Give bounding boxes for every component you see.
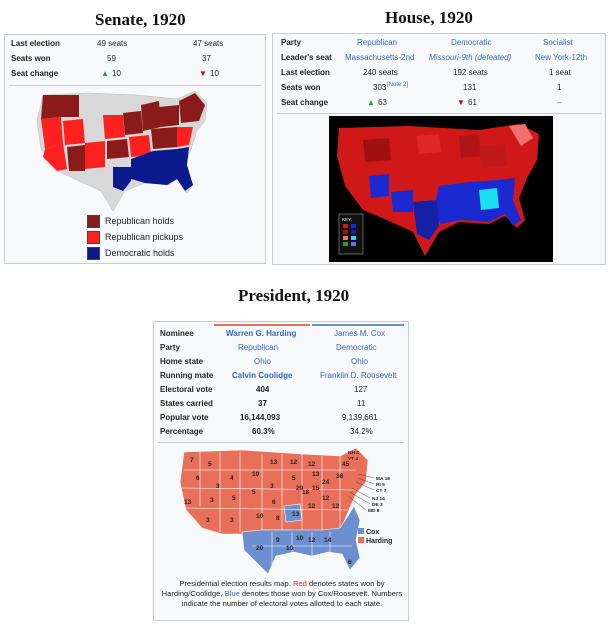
value: 11 — [357, 399, 366, 408]
house-row-leaders-seat — [273, 51, 605, 65]
legend-label: Democratic holds — [105, 248, 175, 258]
rep-value: 59 — [107, 54, 116, 63]
dem-header-bar — [312, 324, 404, 326]
legend-label: Republican pickups — [105, 232, 184, 242]
party-link[interactable]: Democratic — [451, 38, 492, 47]
down-triangle-icon: ▼ — [199, 69, 207, 78]
value: 9,139,661 — [342, 413, 378, 422]
state-ev: 10 — [256, 513, 264, 520]
state-ev: 13 — [312, 471, 320, 478]
state-ev: 3 — [216, 483, 220, 490]
seat-link[interactable]: New York-12th — [535, 53, 588, 62]
rep-value: 49 seats — [97, 39, 128, 48]
map-legend-harding: Harding — [366, 538, 393, 545]
senate-legend-dem-holds — [87, 245, 175, 261]
state-ev: 12 — [322, 495, 330, 502]
candidate-link[interactable]: Warren G. Harding — [226, 329, 297, 338]
house-title: House, 1920 — [385, 8, 473, 27]
president-infobox — [153, 321, 409, 621]
row-label: Seats won — [11, 54, 51, 63]
value: 37 — [258, 399, 267, 408]
row-label: Last election — [281, 68, 330, 77]
party-link[interactable]: Democratic — [336, 343, 377, 352]
value: 1 — [557, 83, 562, 92]
house-row-party — [273, 36, 605, 50]
state-ev: 5 — [232, 495, 236, 502]
divider — [277, 113, 601, 114]
state-ev: 12 — [308, 461, 316, 468]
caption-red-link[interactable]: Red — [292, 579, 307, 588]
state-ev: 14 — [324, 537, 332, 544]
pres-row-home-state — [154, 355, 408, 369]
caption-text: Harding/Coolidge, — [161, 589, 223, 598]
state-ev: 6 — [272, 499, 276, 506]
state-ev: 29 — [296, 485, 304, 492]
candidate-link[interactable]: Franklin D. Roosevelt — [320, 371, 397, 380]
divider — [158, 442, 404, 443]
state-ev: 8 — [276, 515, 280, 522]
state-ev: 12 — [308, 503, 316, 510]
value: 34.2% — [350, 427, 373, 436]
state-ev: 12 — [332, 503, 340, 510]
state-ev: 3 — [230, 517, 234, 524]
value: 404 — [256, 385, 270, 394]
state-ev: 13 — [184, 499, 192, 506]
swatch-icon — [87, 231, 100, 244]
party-link[interactable]: Republican — [357, 38, 398, 47]
state-ev: 4 — [230, 475, 234, 482]
swatch-icon — [87, 247, 100, 260]
pres-row-nominee — [154, 327, 408, 341]
ev-label: MD 8 — [368, 509, 380, 514]
senate-title: Senate, 1920 — [95, 10, 186, 29]
row-label: Seats won — [281, 83, 321, 92]
ev-label: CT 7 — [376, 489, 387, 494]
candidate-link[interactable]: Calvin Coolidge — [232, 371, 293, 380]
row-label: Popular vote — [160, 413, 209, 422]
senate-row-seats-won — [5, 52, 265, 66]
caption-text: denotes those won by Cox/Roosevelt. Numbers — [241, 589, 403, 598]
state-ev: 38 — [336, 473, 344, 480]
pres-row-states-carried — [154, 397, 408, 411]
value: 16,144,093 — [240, 413, 281, 422]
divider — [9, 85, 261, 86]
value: 127 — [354, 385, 368, 394]
map-caption — [160, 579, 404, 609]
row-label: Seat change — [281, 98, 329, 107]
row-label: Running mate — [160, 371, 214, 380]
row-label: Electoral vote — [160, 385, 213, 394]
house-row-last-election — [273, 66, 605, 80]
candidate-link[interactable]: James M. Cox — [334, 329, 386, 338]
state-ev: 24 — [322, 479, 330, 486]
state-ev: 5 — [292, 475, 296, 482]
row-label: Home state — [160, 357, 204, 366]
ev-label: RI 5 — [376, 483, 385, 488]
senate-row-seat-change — [5, 67, 265, 81]
state-ev: 12 — [308, 537, 316, 544]
ev-label: MA 18 — [376, 477, 390, 482]
caption-blue-link[interactable]: Blue — [224, 589, 240, 598]
state-ev: 5 — [208, 461, 212, 468]
state-ev: 10 — [296, 535, 304, 542]
value: – — [557, 98, 562, 107]
house-infobox — [272, 33, 606, 265]
state-ev: 3 — [206, 517, 210, 524]
legend-label: Republican holds — [105, 216, 175, 226]
senate-row-last-election — [5, 37, 265, 51]
president-electoral-map — [172, 446, 402, 576]
state-ev: 13 — [270, 459, 278, 466]
caption-text: Presidential election results map. — [179, 579, 291, 588]
map-key-label: KEY: — [342, 217, 353, 222]
house-district-map — [329, 116, 553, 262]
seat-link[interactable]: Missouri-9th (defeated) — [429, 53, 512, 62]
state-ev: 10 — [286, 545, 294, 552]
row-label: Seat change — [11, 69, 59, 78]
footnote-link[interactable]: [Note 2] — [387, 82, 409, 88]
state-ev: 18 — [302, 489, 310, 496]
party-link[interactable]: Socialist — [543, 38, 573, 47]
state-ev: 10 — [252, 471, 260, 478]
pres-row-running-mate — [154, 369, 408, 383]
value: 61 — [468, 98, 477, 107]
state-ev: 13 — [292, 511, 300, 518]
state-ev: 12 — [290, 459, 298, 466]
map-legend-cox: Cox — [366, 529, 380, 536]
pres-row-percentage — [154, 425, 408, 439]
value: 303 — [373, 83, 387, 92]
pres-row-electoral-vote — [154, 383, 408, 397]
row-label: Percentage — [160, 427, 204, 436]
senate-infobox — [4, 34, 266, 264]
value: 192 seats — [453, 68, 488, 77]
state-ev: 3 — [270, 483, 274, 490]
ev-label: DE 3 — [372, 503, 383, 508]
state-ev: 9 — [276, 537, 280, 544]
seat-link[interactable]: Massachusetts-2nd — [345, 53, 415, 62]
dem-value: 37 — [202, 54, 211, 63]
president-title: President, 1920 — [238, 286, 350, 305]
ev-label: NH 4 — [348, 451, 359, 456]
caption-text: denotes states won by — [309, 579, 385, 588]
row-label: Last election — [11, 39, 60, 48]
house-row-seat-change — [273, 96, 605, 110]
pres-row-popular-vote — [154, 411, 408, 425]
caption-text: indicate the number of electoral votes allotted to each state. — [181, 599, 383, 608]
dem-value: 47 seats — [193, 39, 224, 48]
value: 63 — [378, 98, 387, 107]
up-triangle-icon: ▲ — [101, 69, 109, 78]
state-ev: 45 — [342, 461, 350, 468]
dem-value: 10 — [210, 69, 219, 78]
row-label: Leader's seat — [281, 53, 332, 62]
row-label: Party — [160, 343, 181, 352]
up-triangle-icon: ▲ — [367, 98, 375, 107]
down-triangle-icon: ▼ — [457, 98, 465, 107]
senate-legend-rep-holds — [87, 213, 174, 229]
house-row-seats-won — [273, 81, 605, 95]
state-ev: 7 — [190, 457, 194, 464]
state-ev: 20 — [256, 545, 264, 552]
ev-label: VT 4 — [348, 457, 359, 462]
rep-value: 10 — [112, 69, 121, 78]
value: 60.3% — [252, 427, 275, 436]
row-label: States carried — [160, 399, 213, 408]
swatch-icon — [87, 215, 100, 228]
row-label: Party — [281, 38, 302, 47]
state-link[interactable]: Ohio — [351, 357, 368, 366]
state-ev: 5 — [252, 489, 256, 496]
row-label: Nominee — [160, 329, 194, 338]
state-ev: 3 — [210, 497, 214, 504]
state-ev: 15 — [312, 485, 320, 492]
value: 131 — [463, 83, 477, 92]
state-ev: 6 — [348, 559, 352, 566]
value: 240 seats — [363, 68, 398, 77]
pres-row-party — [154, 341, 408, 355]
senate-map — [27, 87, 223, 215]
ev-label: NJ 14 — [372, 497, 385, 502]
state-ev: 6 — [196, 475, 200, 482]
state-link[interactable]: Ohio — [254, 357, 271, 366]
value: 1 seat — [549, 68, 571, 77]
rep-header-bar — [214, 324, 310, 326]
party-link[interactable]: Republican — [238, 343, 279, 352]
senate-legend-rep-pickups — [87, 229, 183, 245]
